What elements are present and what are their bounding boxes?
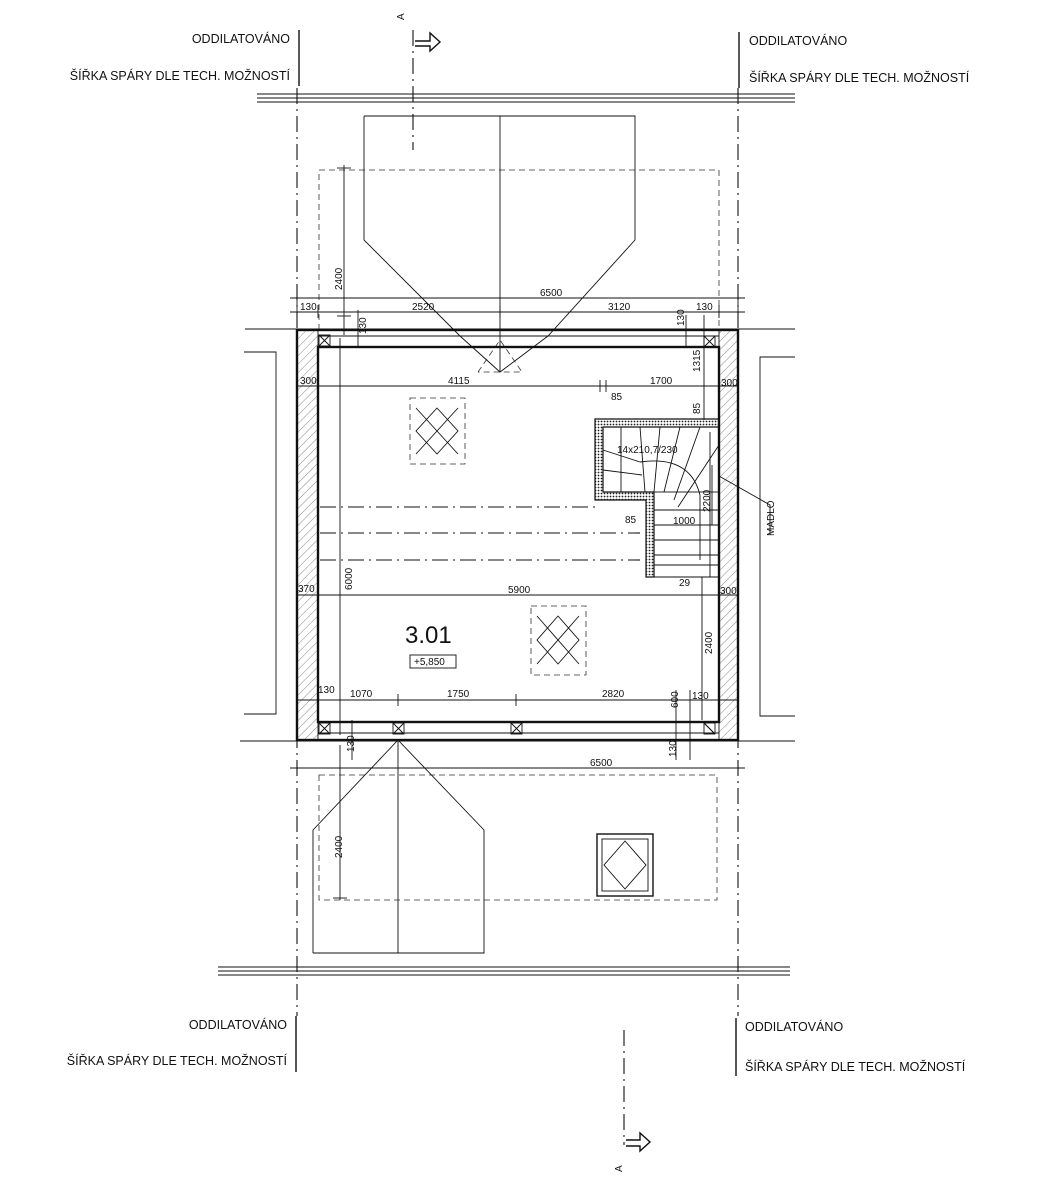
- handrail-label: MADLO: [766, 500, 777, 536]
- axis-lines: [240, 88, 795, 1016]
- note-joint-width-top-left: ŠÍŘKA SPÁRY DLE TECH. MOŽNOSTÍ: [69, 69, 290, 83]
- note-joint-width-bottom-right: ŠÍŘKA SPÁRY DLE TECH. MOŽNOSTÍ: [745, 1060, 966, 1074]
- section-marker-bottom: A: [614, 1165, 625, 1172]
- note-dilatation-bottom-right: ODDILATOVÁNO: [745, 1020, 844, 1034]
- dim-bottom-overall: 6500: [590, 758, 613, 769]
- column-markers: [319, 335, 715, 734]
- section-marker-top: A: [396, 13, 407, 20]
- dim-left-2400-top: 2400: [334, 267, 345, 290]
- skylight-upper: [410, 398, 465, 464]
- bottom-canopy: [313, 740, 717, 953]
- dim-v-2400-right: 2400: [704, 631, 715, 654]
- dim-top-130-left: 130: [300, 302, 317, 313]
- roof-lines: [320, 507, 640, 560]
- dim-29: 29: [679, 578, 691, 589]
- dim-top-130-right: 130: [696, 302, 713, 313]
- dim-inner-1700: 1700: [650, 376, 673, 387]
- note-dilatation-top-left: ODDILATOVÁNO: [191, 32, 290, 46]
- dim-wall-300-right: 300: [721, 378, 738, 389]
- dim-bot-2820: 2820: [602, 689, 625, 700]
- dim-wall-370: 370: [298, 584, 315, 595]
- section-line-a-top: [396, 13, 440, 150]
- dim-bot-1070: 1070: [350, 689, 373, 700]
- note-joint-width-top-right: ŠÍŘKA SPÁRY DLE TECH. MOŽNOSTÍ: [749, 71, 970, 85]
- top-canopy: [319, 116, 719, 372]
- dim-bot-130-left: 130: [318, 685, 335, 696]
- dim-top-2520: 2520: [412, 302, 435, 313]
- dim-85-a: 85: [611, 392, 623, 403]
- dim-left-2400-bottom: 2400: [334, 835, 345, 858]
- stair-label: 14x210,7/230: [617, 445, 678, 456]
- dim-v-1315: 1315: [692, 349, 703, 372]
- room-walls: [297, 330, 738, 740]
- dim-85-c: 85: [625, 515, 637, 526]
- note-bars: [296, 30, 739, 1076]
- bottom-skylight: [597, 834, 653, 896]
- room-number: 3.01: [405, 622, 452, 649]
- room-level: +5,850: [414, 657, 445, 668]
- section-line-a-bottom: [614, 1030, 650, 1172]
- dim-85-b: 85: [692, 402, 703, 414]
- dim-v-130-bottom-left: 130: [346, 735, 357, 752]
- note-dilatation-bottom-left: ODDILATOVÁNO: [188, 1018, 287, 1032]
- dim-v-130-top: 130: [358, 317, 369, 334]
- dim-top-3120: 3120: [608, 302, 631, 313]
- dim-v-600: 600: [670, 691, 681, 708]
- room-label: [405, 622, 456, 668]
- skylight-lower: [531, 606, 586, 675]
- dim-inner-4115: 4115: [448, 376, 470, 387]
- staircase[interactable]: [595, 419, 777, 577]
- dim-v-130-top-right: 130: [676, 309, 687, 326]
- dim-bot-1750: 1750: [447, 689, 470, 700]
- dim-top-overall: 6500: [540, 288, 563, 299]
- dim-v-130-bottom-right: 130: [668, 740, 679, 757]
- dim-inner-5900: 5900: [508, 585, 531, 596]
- note-dilatation-top-right: ODDILATOVÁNO: [749, 34, 848, 48]
- dim-wall-300-left: 300: [300, 376, 317, 387]
- dim-bot-130-right: 130: [692, 691, 709, 702]
- dim-v-2200: 2200: [702, 489, 713, 512]
- dim-v-6000: 6000: [344, 567, 355, 590]
- note-joint-width-bottom-left: ŠÍŘKA SPÁRY DLE TECH. MOŽNOSTÍ: [66, 1054, 287, 1068]
- dim-wall-300-right-b: 300: [720, 586, 737, 597]
- dim-1000: 1000: [673, 516, 696, 527]
- dimension-texts: [298, 267, 738, 858]
